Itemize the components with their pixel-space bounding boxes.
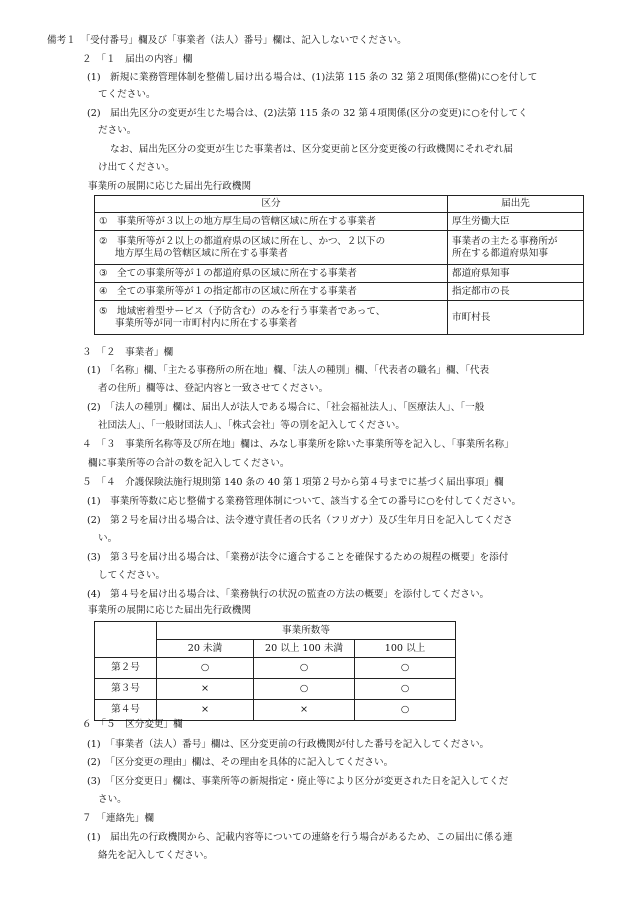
row-destination: 市町村長 <box>448 301 584 335</box>
table-row <box>95 231 584 265</box>
table1-caption: 事業所の展開に応じた届出先行政機関 <box>88 181 252 192</box>
table2-column-header: 20 以上 100 未満 <box>254 640 355 658</box>
table-cell: ○ <box>254 658 355 679</box>
row-destination: 所在する都道府県知事 <box>452 247 548 259</box>
row-label: 第２号 <box>95 658 157 679</box>
table-row <box>95 265 584 283</box>
table-cell: ○ <box>254 679 355 700</box>
table-cell: ○ <box>355 700 456 721</box>
row-number: ⑤ <box>99 305 108 317</box>
text-line: (1) 「名称」欄、「主たる事務所の所在地」欄、「法人の種別」欄、「代表者の職名」欄、「代表 <box>87 365 490 376</box>
text-line: 者の住所」欄等は、登記内容と一致させてください。 <box>98 383 329 394</box>
row-description: 地域密着型サービス（予防含む）のみを行う事業者であって、 <box>117 305 386 317</box>
row-description: 地方厚生局の管轄区域に所在する事業者 <box>115 247 288 259</box>
row-label: 第３号 <box>95 679 157 700</box>
row-destination: 事業者の主たる事務所が <box>452 235 558 247</box>
text-line: てください。 <box>98 89 156 100</box>
text-line: してください。 <box>98 570 166 581</box>
text-line: (1) 「事業者（法人）番号」欄は、区分変更前の行政機関が付した番号を記入してください。 <box>87 739 490 750</box>
text-line: (4) 第４号を届け出る場合は、「業務執行の状況の監査の方法の概要」を添付してください。 <box>87 589 490 600</box>
row-number: ② <box>99 235 108 247</box>
table-cell: × <box>157 679 254 700</box>
row-description: 事業所等が２以上の都道府県の区域に所在し、かつ、２以下の <box>117 235 386 247</box>
row-description: 事業所等が３以上の地方厚生局の管轄区域に所在する事業者 <box>117 215 377 227</box>
row-description: 全ての事業所等が１の都道府県の区域に所在する事業者 <box>117 267 357 279</box>
section-5-heading: ５ 「４ 介護保険法施行規則第 140 条の 40 第１項第２号から第４号までに基づく届出事項」欄 <box>82 477 504 488</box>
table-row <box>95 283 584 301</box>
row-description: 事業所等が同一市町村内に所在する事業者 <box>115 317 298 329</box>
table-cell: ○ <box>355 658 456 679</box>
section-4-heading: ４ 「３ 事業所名称等及び所在地」欄は、みなし事業所を除いた事業所等を記入し、「事業所名称」 <box>82 439 514 450</box>
row-destination: 指定都市の長 <box>448 283 584 301</box>
table-row <box>95 301 584 335</box>
destination-table <box>94 195 584 335</box>
text-line: 絡先を記入してください。 <box>98 850 214 861</box>
table-cell: ○ <box>157 658 254 679</box>
text-line: (1) 新規に業務管理体制を整備し届け出る場合は、(1)法第 115 条の 32 第２項関係(整備)に○を付して <box>87 72 538 83</box>
text-line: 社団法人」、「一般財団法人」、「株式会社」等の別を記入してください。 <box>98 420 405 431</box>
text-line: なお、届出先区分の変更が生じた事業者は、区分変更前と区分変更後の行政機関にそれぞれ届 <box>110 144 513 155</box>
row-number: ④ <box>99 285 108 297</box>
text-line: (3) 第３号を届け出る場合は、「業務が法令に適合することを確保するための規程の概要」を添付 <box>87 552 509 563</box>
table-cell: ○ <box>355 679 456 700</box>
row-destination: 都道府県知事 <box>448 265 584 283</box>
text-line: (3) 「区分変更日」欄は、事業所等の新規指定・廃止等により区分が変更された日を記入してくだ <box>87 776 509 787</box>
section-6-heading: ６ 「５ 区分変更」欄 <box>82 719 183 730</box>
section-3-heading: ３ 「２ 事業者」欄 <box>82 347 174 358</box>
text-line: ださい。 <box>98 125 137 136</box>
table1-header-category: 区分 <box>95 196 448 213</box>
text-line: 欄に事業所等の合計の数を記入してください。 <box>88 458 290 469</box>
text-line: け出てください。 <box>98 162 175 173</box>
table1-header-destination: 届出先 <box>448 196 584 213</box>
table2-caption: 事業所の展開に応じた届出先行政機関 <box>88 605 252 616</box>
row-number: ③ <box>99 267 108 279</box>
table2-group-header: 事業所数等 <box>157 622 456 640</box>
section-2-heading: ２ 「１ 届出の内容」欄 <box>82 54 193 65</box>
row-number: ① <box>99 215 108 227</box>
text-line: (2) 「区分変更の理由」欄は、その理由を具体的に記入してください。 <box>87 757 394 768</box>
table-cell: × <box>254 700 355 721</box>
text-line: (1) 届出先の行政機関から、記載内容等についての連絡を行う場合があるため、この届出に係る連 <box>87 832 513 843</box>
table2-corner-cell <box>95 622 157 658</box>
section-7-heading: ７ 「連絡先」欄 <box>82 813 154 824</box>
text-line: (1) 事業所等数に応じ整備する業務管理体制について、該当する全ての番号に○を付してください。 <box>87 496 522 507</box>
table2-column-header: 100 以上 <box>355 640 456 658</box>
text-line: (2) 第２号を届け出る場合は、法令遵守責任者の氏名（フリガナ）及び生年月日を記入してくださ <box>87 515 513 526</box>
row-label: 第４号 <box>95 700 157 721</box>
note-heading: 備考１ 「受付番号」欄及び「事業者（法人）番号」欄は、記入しないでください。 <box>47 35 407 46</box>
table2-column-header: 20 未満 <box>157 640 254 658</box>
table-row <box>95 213 584 231</box>
table-row <box>95 658 456 679</box>
facility-count-table <box>94 621 456 721</box>
row-description: 全ての事業所等が１の指定都市の区域に所在する事業者 <box>117 285 357 297</box>
text-line: さい。 <box>98 794 127 805</box>
text-line: (2) 届出先区分の変更が生じた場合は、(2)法第 115 条の 32 第４項関係(区分の変更)に○を付してく <box>87 108 528 119</box>
text-line: い。 <box>98 533 118 544</box>
text-line: (2) 「法人の種別」欄は、届出人が法人である場合に、「社会福祉法人」、「医療法人」、「一般 <box>87 402 485 413</box>
row-destination: 厚生労働大臣 <box>448 213 584 231</box>
table-row <box>95 679 456 700</box>
table-cell: × <box>157 700 254 721</box>
